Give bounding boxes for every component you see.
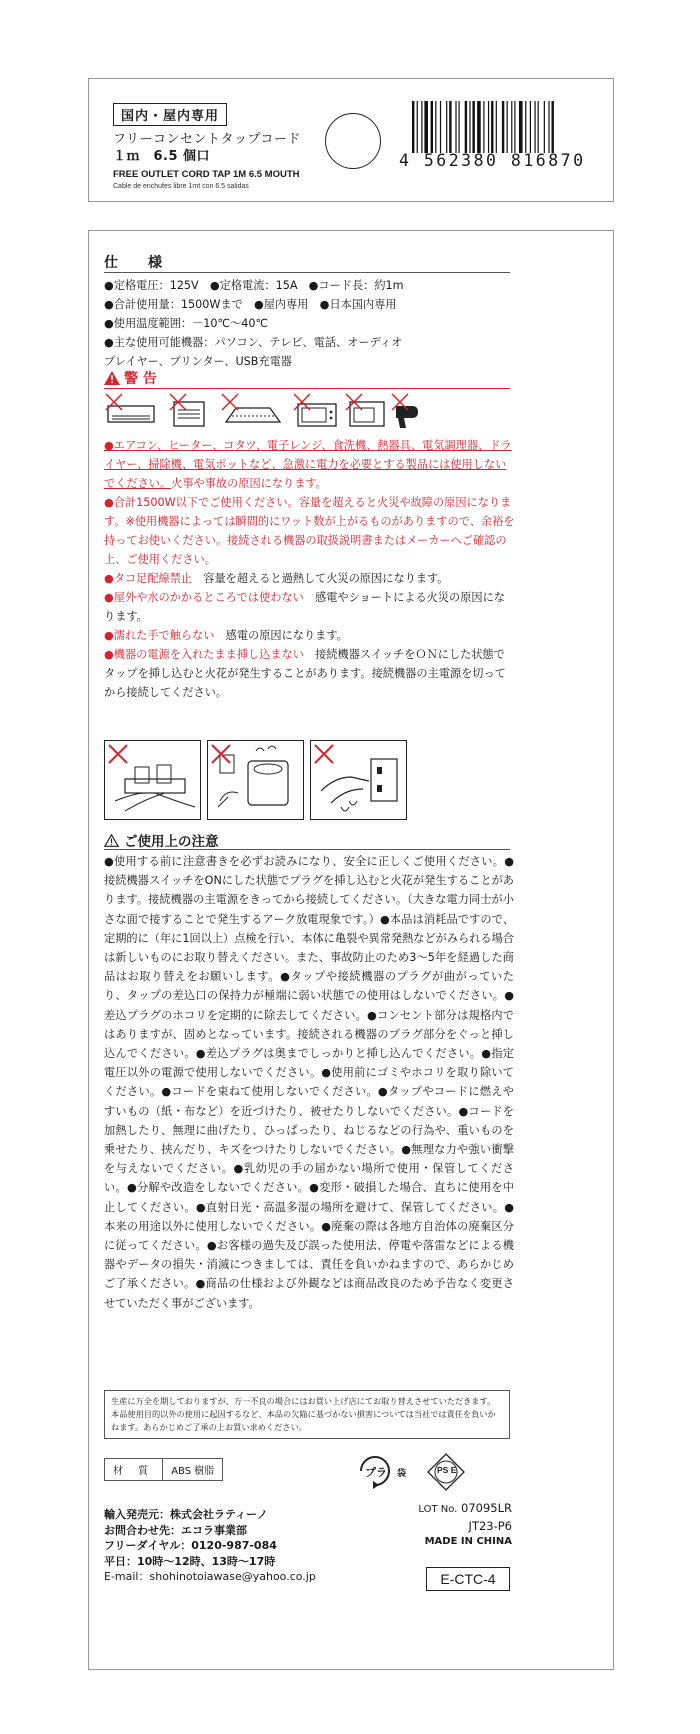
- lot-number: 07095LR: [461, 1501, 512, 1515]
- spec-list: [104, 276, 516, 371]
- hang-hole-circle: [325, 113, 381, 169]
- caution-heading: [104, 830, 219, 850]
- plastic-recycle-mark-icon: [355, 1455, 406, 1489]
- pse-mark-icon: [426, 1452, 466, 1492]
- product-spec-line: １ｍ 6.5 個口: [113, 149, 211, 164]
- lot-line: [398, 1500, 512, 1518]
- barcode-number: 4 562380 816870: [399, 151, 586, 170]
- warning-p1: [104, 436, 516, 493]
- recycle-mark-text: プラ: [365, 1466, 387, 1479]
- lot-code: JT23-P6: [468, 1519, 512, 1533]
- warning-p3-red: ●タコ足配線禁止: [104, 572, 193, 585]
- importer: 輸入発売元：株式会社ラティーノ: [104, 1508, 268, 1521]
- warning-p6-red: ●機器の電源を入れたまま挿し込まない: [104, 648, 304, 661]
- warning-p1-tail: 火事や事故の原因になります。: [171, 477, 327, 490]
- contact: お問合わせ先：エコラ事業部: [104, 1523, 247, 1537]
- hours: 平日：10時～12時、13時～17時: [104, 1554, 276, 1568]
- spec-divider: [104, 272, 510, 273]
- disclaimer-box: 生産に万全を期しておりますが、万一不良の場合にはお買い上げ店にてお取り替えさせていただきます。本品使用目的以外の使用に起因するなど、本品の欠陥に基づかない損害については当社では責任を負いかねます。あらかじめご了承の上お買い求めください。: [104, 1390, 510, 1439]
- material-value: ABS 樹脂: [171, 1466, 215, 1477]
- spec-line: ●合計使用量：1500Wまで ●屋内専用 ●日本国内専用: [104, 298, 397, 311]
- freedial: フリーダイヤル：0120-987-084: [104, 1539, 277, 1552]
- spec-line: ●主な使用可能機器：パソコン、テレビ、電話、オーディオ: [104, 336, 403, 349]
- barcode-icon: [412, 101, 604, 153]
- kotatsu-icon: [222, 394, 280, 422]
- spec-line: プレイヤー、プリンター、USB充電器: [104, 355, 292, 368]
- warning-p1-red: ●エアコン、ヒーター、コタツ、電子レンジ、食洗機、熱器具、電気調理器、ドライヤー、掃除機、電気ポットなど、急激に電力を必要とする製品には使用しないでください。: [104, 439, 512, 490]
- air-conditioner-icon: [106, 394, 154, 422]
- warning-p5: [104, 626, 516, 645]
- microwave-icon: [294, 394, 336, 426]
- hair-dryer-icon: [392, 394, 418, 428]
- product-name-en: FREE OUTLET CORD TAP 1M 6.5 MOUTH: [113, 169, 300, 180]
- warning-divider: [104, 388, 510, 389]
- warning-illustrations: [104, 740, 514, 822]
- caution-text: ●使用する前に注意書きを必ずお読みになり、安全に正しくご使用ください。●接続機器スイッチをONにした状態でプラグを挿し込むと火花が発生することがあります。接続機器の主電源をきってから接続してください。（大きな電力同士が小さな面で接することで発生するアーク放電現象です。）●本品は消耗品ですので、定期的に（年に1回以上）点検を行い、本体に亀裂や異常発熱などがみられる場合は新しいものにお取り替えください。また、事故防止のため3～5年を経過した商品はお取り替えをお願いします。●タップや接続機器のプラグが曲がっていたり、タップの差込口の保持力が極端に弱い状態での使用はしないでください。●差込プラグのホコリを定期的に除去してください。●コンセント部分は規格内ではありますが、固めとなっています。接続される機器のプラグ部分をぐっと挿し込んでください。●差込プラグは奥までしっかりと挿し込んでください。●指定電圧以外の電源で使用しないでください。●使用前にゴミやホコリを取り除いてください。●コードを束ねて使用しないでください。●タップやコードに燃えやすいもの（紙・布など）を近づけたり、被せたりしないでください。●コードを加熱したり、無理に曲げたり、ひっぱったり、ねじるなどの行為や、重いものを乗せたり、挟んだり、キズをつけたりしないでください。●無理な力や強い衝撃を与えないでください。●乳幼児の手の届かない場所で使用・保管してください。●分解や改造をしないでください。●変形・破損した場合、直ちに使用を中止してください。●直射日光・高温多湿の場所を避けて、保管してください。●本来の用途以外に使用しないでください。●廃棄の際は各地方自治体の廃棄区分に従ってください。●お客様の過失及び誤った使用法、停電や落雷などによる機器やデータの損失・消滅につきましては、責任を負いかねますので、あらかじめご了承ください。●商品の仕様および外観などは商品改良のため予告なく変更させていただく事がございます。: [104, 855, 514, 1310]
- domestic-indoor-tag: 国内・屋内専用: [113, 103, 227, 126]
- product-name-jp: [113, 131, 301, 165]
- spec-line: ●使用温度範囲：－10℃～40℃: [104, 317, 269, 330]
- product-code-box: E-CTC-4: [426, 1567, 510, 1591]
- warning-p5-tail: 感電の原因になります。: [214, 629, 348, 642]
- warning-p3-tail: 容量を超えると過熱して火災の原因になります。: [192, 572, 449, 585]
- header-panel: [88, 78, 614, 202]
- warning-p3: [104, 569, 516, 588]
- company-info: [104, 1507, 316, 1585]
- heater-icon: [170, 394, 204, 426]
- warning-text: [104, 436, 516, 702]
- caution-triangle-icon: [104, 834, 119, 847]
- warning-heading-text: 警 告: [124, 371, 157, 387]
- dishwasher-icon: [346, 394, 384, 426]
- material-table: [104, 1458, 223, 1481]
- spec-heading: 仕 様: [104, 255, 170, 271]
- email: E-mail：shohinotoiawase@yahoo.co.jp: [104, 1570, 316, 1583]
- warning-p4-red: ●屋外や水のかかるところでは使わない: [104, 591, 304, 604]
- product-name-line: フリーコンセントタップコード: [113, 132, 301, 147]
- warning-p4: [104, 588, 516, 626]
- warning-heading: [104, 368, 157, 388]
- warning-p6: [104, 645, 516, 702]
- material-label: 材 質: [105, 1459, 163, 1480]
- warning-p6-tail: 接続機器スイッチをＯＮにした状態でタップを挿し込むと火花が発生することがあります。接続機器の主電源を切ってから接続してください。: [104, 648, 506, 699]
- caution-divider: [104, 849, 510, 850]
- warning-p5-red: ●濡れた手で触らない: [104, 629, 215, 642]
- warning-p2: ●合計1500W以下でご使用ください。容量を超えると火災や故障の原因になります。※使用機器によっては瞬間的にワット数が上がるものがありますので、余裕を持ってお使いください。接続される機器の取扱説明書またはメーカーへご確認の上、ご使用ください。: [104, 496, 515, 566]
- spec-line: ●定格電圧：125V ●定格電流：15A ●コード長：約1m: [104, 279, 404, 292]
- octopus-wiring-illustration: [104, 740, 201, 820]
- recycle-mark-suffix: 袋: [397, 1468, 407, 1479]
- wet-hand-illustration: [310, 740, 407, 820]
- made-in: MADE IN CHINA: [424, 1536, 512, 1547]
- product-name-es: Cable de enchufes libre 1mt con 6.5 salidas: [113, 183, 249, 190]
- washing-machine-illustration: [207, 740, 304, 820]
- lot-info: [398, 1500, 512, 1550]
- lot-label: LOT No.: [418, 1504, 458, 1515]
- caution-heading-text: ご使用上の注意: [124, 834, 219, 850]
- pse-mark-text: PS E: [437, 1465, 457, 1475]
- prohibited-appliances-row: [104, 392, 514, 430]
- warning-triangle-icon: [104, 371, 120, 385]
- warning-p4-tail: 感電やショートによる火災の原因になります。: [104, 591, 505, 623]
